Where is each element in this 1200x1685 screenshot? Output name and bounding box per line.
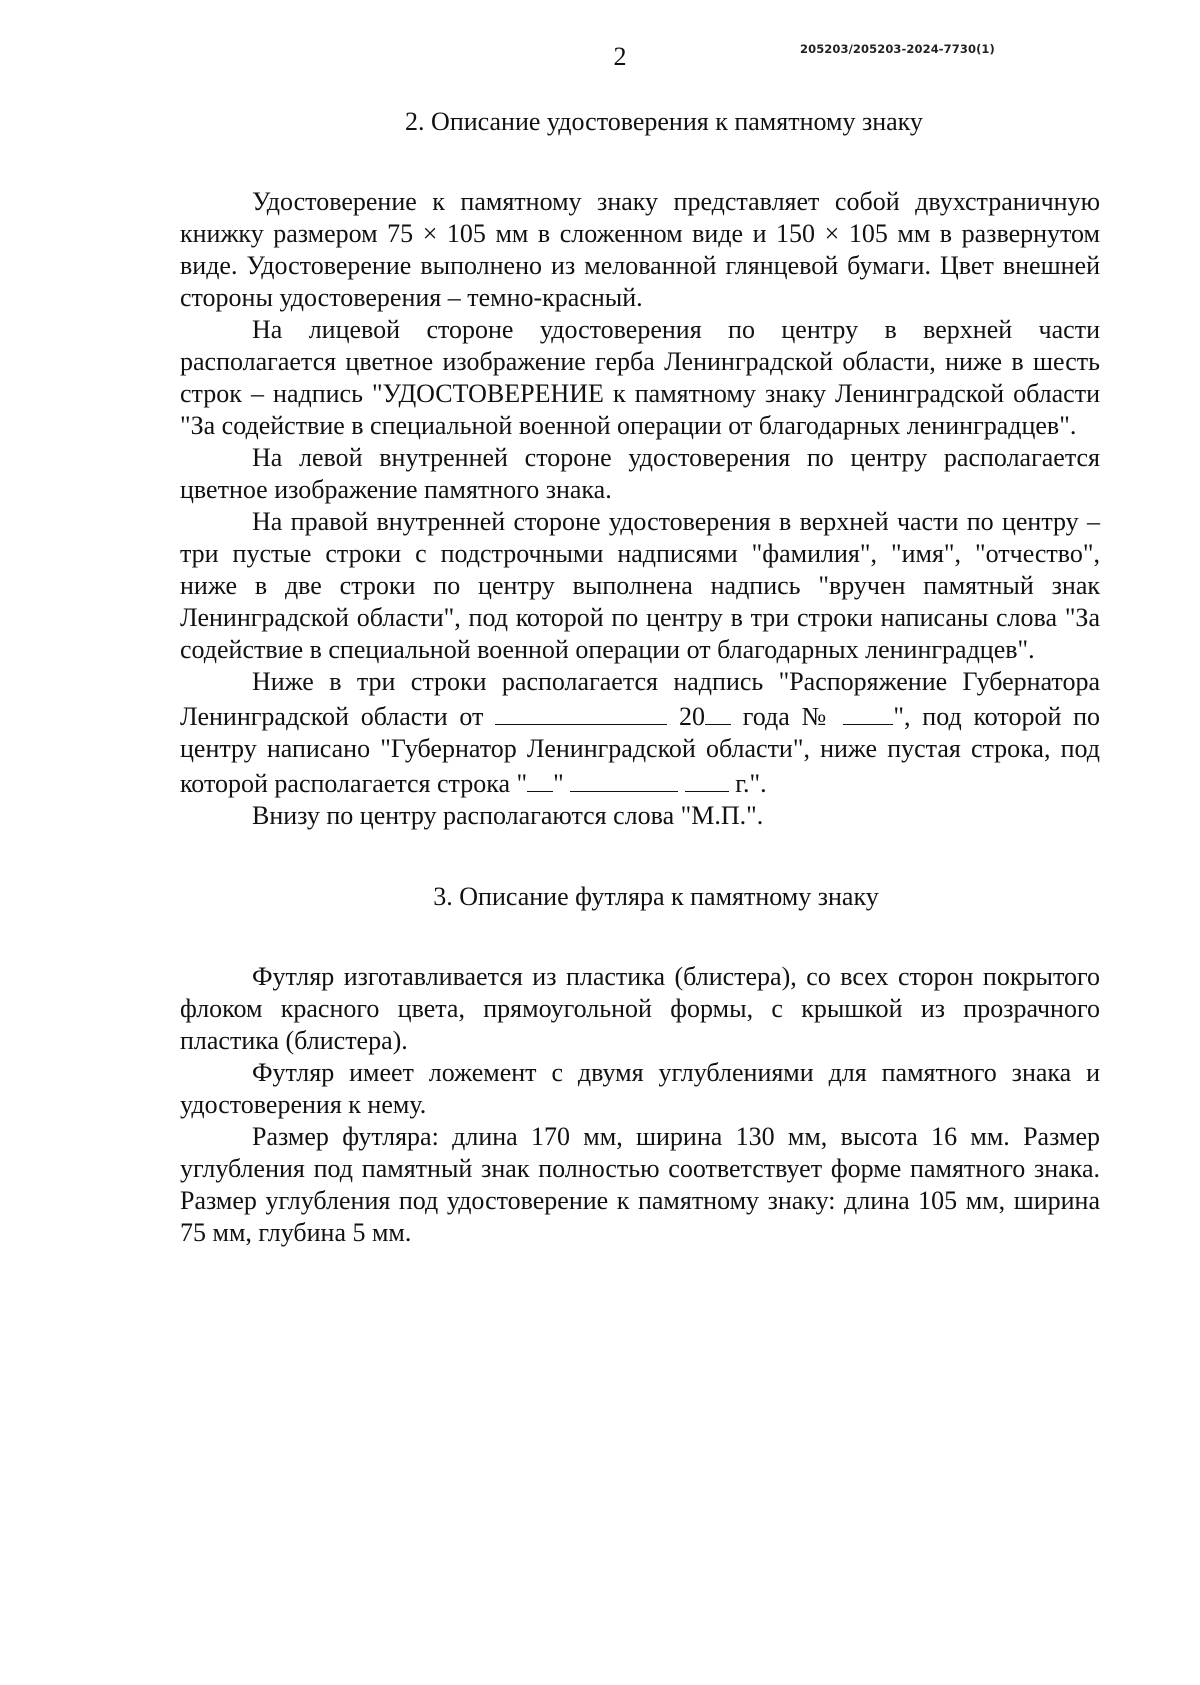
paragraph-certificate-front: На лицевой стороне удостоверения по центру в верхней части располагается цветное изображение герба Ленинградской области, ниже в шесть строк – надпись "УДОСТОВЕРЕНИЕ к памятному знаку Ленинградской области "За содействие в специальной военной операции от благодарных ленинградцев". [180, 315, 1100, 440]
document-body [180, 106, 1100, 1249]
paragraph-case-material: Футляр изготавливается из пластика (блистера), со всех сторон покрытого флоком красного цвета, прямоугольной формы, с крышкой из прозрачного пластика (блистера). [180, 962, 1100, 1055]
document-id: 205203/205203-2024-7730(1) [800, 42, 995, 56]
paragraph-case-dimensions: Размер футляра: длина 170 мм, ширина 130 мм, высота 16 мм. Размер углубления под памятный знак полностью соответствует форме памятного знака. Размер углубления под удостоверение к памятному знаку: длина 105 мм, ширина 75 мм, глубина 5 мм. [180, 1122, 1100, 1247]
order-text-middle: ", под которой по центру написано "Губернатор Ленинградской области", ниже пустая строка, под которой располагается строка " [180, 702, 1101, 798]
blank-number-line [843, 698, 893, 725]
section-heading-case: 3. Описание футляра к памятному знаку [433, 882, 879, 911]
order-year-prefix: 20 [678, 702, 705, 731]
paragraph-certificate-stamp: Внизу по центру располагаются слова "М.П.". [252, 801, 764, 830]
blank-date-line [495, 698, 667, 725]
order-text-end: г.". [735, 769, 767, 798]
paragraph-certificate-right-inner: На правой внутренней стороне удостоверения в верхней части по центру – три пустые строки с подстрочными надписями "фамилия", "имя", "отчество", ниже в две строки по центру выполнена надпись "вручен памятный знак Ленинградской области", под которой по центру в три строки написаны слова "За содействие в специальной военной операции от благодарных ленинградцев". [180, 507, 1100, 664]
paragraph-certificate-order [180, 666, 1100, 800]
paragraph-certificate-format: Удостоверение к памятному знаку представляет собой двухстраничную книжку размером 75 × 105 мм в сложенном виде и 150 × 105 мм в развернутом виде. Удостоверение выполнено из мелованной глянцевой бумаги. Цвет внешней стороны удостоверения – темно-красный. [180, 187, 1100, 312]
order-quote-close: " [553, 769, 564, 798]
blank-year-short-line [685, 765, 729, 792]
blank-year-line [705, 698, 731, 725]
section-heading-certificate: 2. Описание удостоверения к памятному знаку [405, 107, 923, 136]
blank-day-line [527, 765, 553, 792]
paragraph-case-insert: Футляр имеет ложемент с двумя углублениями для памятного знака и удостоверения к нему. [180, 1058, 1100, 1119]
order-number-label: года № [742, 702, 832, 731]
order-text-start: Ниже в три строки располагается надпись "Распоряжение Губернатора Ленинградской области от [180, 667, 1100, 731]
blank-month-line [570, 765, 678, 792]
paragraph-certificate-left-inner: На левой внутренней стороне удостоверения по центру располагается цветное изображение памятного знака. [180, 443, 1100, 504]
page-number: 2 [613, 42, 627, 71]
